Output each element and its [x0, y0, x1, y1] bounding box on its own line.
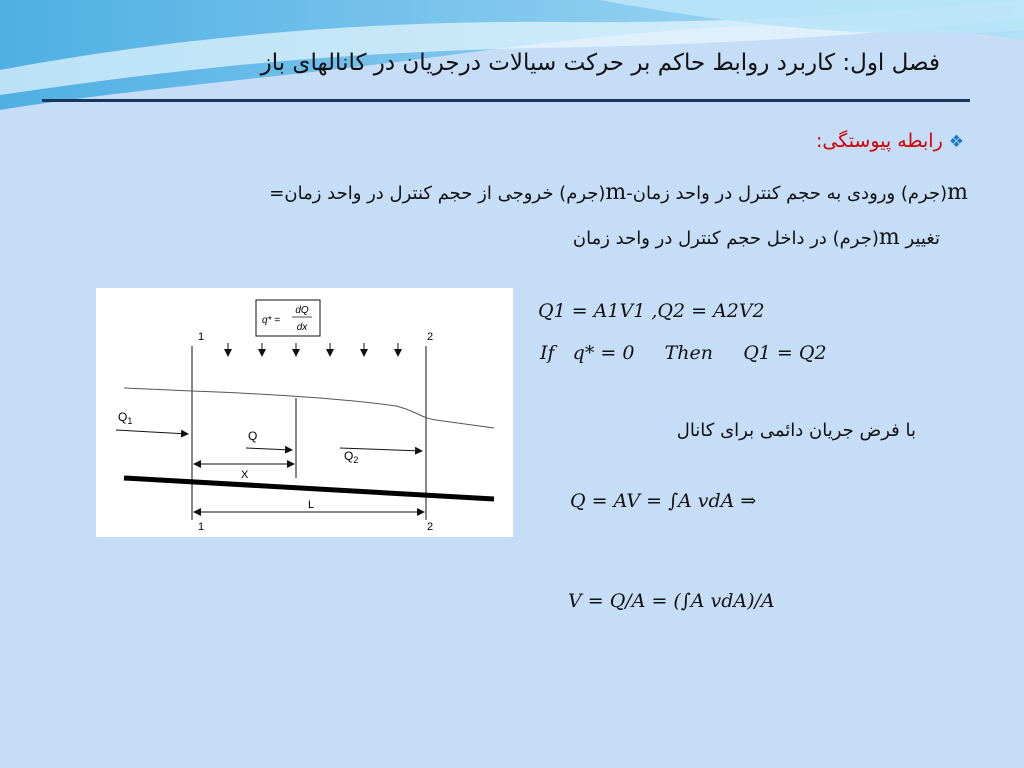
line1-part1: (جرم) ورودی به حجم کنترل در واحد زمان-: [626, 183, 948, 204]
line2-part1: تغییر: [905, 228, 940, 249]
section-1-top: 1: [198, 331, 205, 343]
mass-symbol-1: m: [947, 180, 968, 205]
section-2-top: 2: [427, 331, 434, 343]
eq2-then: Then: [664, 342, 714, 364]
eq4-text: V = Q/A = (∫A vdA)/A: [568, 590, 775, 612]
label-l: L: [308, 499, 315, 511]
mass-symbol-3: m: [878, 225, 900, 250]
steady-flow-assumption: با فرض جریان دائمی برای کانال: [676, 420, 916, 441]
bullet-continuity: [816, 130, 964, 152]
diamond-bullet-icon: ❖: [948, 132, 964, 152]
water-surface: [124, 388, 494, 428]
line1-part2: (جرم) خروجی از حجم کنترل در واحد زمان=: [269, 183, 606, 204]
label-q1: $Q_1$: [118, 410, 133, 426]
label-dQ: dQ: [295, 305, 309, 316]
continuity-line-2: [573, 225, 940, 250]
section-1-bottom: 1: [198, 521, 205, 533]
channel-diagram: [96, 288, 513, 537]
mass-symbol-2: m: [605, 180, 627, 205]
eq2-if: If: [540, 342, 555, 364]
label-dx: dx: [296, 322, 308, 333]
equation-integral: [570, 490, 756, 512]
equation-velocity: [568, 590, 775, 612]
bullet-label: رابطه پیوستگی:: [815, 130, 943, 152]
label-q: Q: [248, 429, 258, 443]
q1-arrow: [116, 430, 188, 434]
channel-bed: [124, 478, 494, 499]
label-qstar: q* =: [262, 315, 281, 326]
label-x: X: [241, 469, 249, 481]
eq2-cond: q* = 0: [572, 342, 635, 364]
lateral-inflow-arrows: [228, 343, 398, 356]
eq3-text: Q = AV = ∫A vdA ⇒: [570, 490, 757, 512]
line2-part2: (جرم) در داخل حجم کنترل در واحد زمان: [572, 228, 879, 249]
equation-discharge: [538, 300, 765, 322]
continuity-line-1: [269, 180, 968, 205]
eq1-text: Q1 = A1V1 ,Q2 = A2V2: [538, 300, 765, 322]
channel-diagram-svg: [96, 288, 513, 537]
eq2-result: Q1 = Q2: [743, 342, 827, 364]
label-q2: $Q_2$: [344, 449, 359, 465]
equation-condition: [540, 342, 827, 364]
slide-title: فصل اول: کاربرد روابط حاکم بر حرکت سیالات درجریان در کانالهای باز: [260, 50, 940, 76]
title-underline: [42, 99, 970, 102]
section-2-bottom: 2: [427, 521, 434, 533]
q-arrow: [246, 448, 292, 450]
